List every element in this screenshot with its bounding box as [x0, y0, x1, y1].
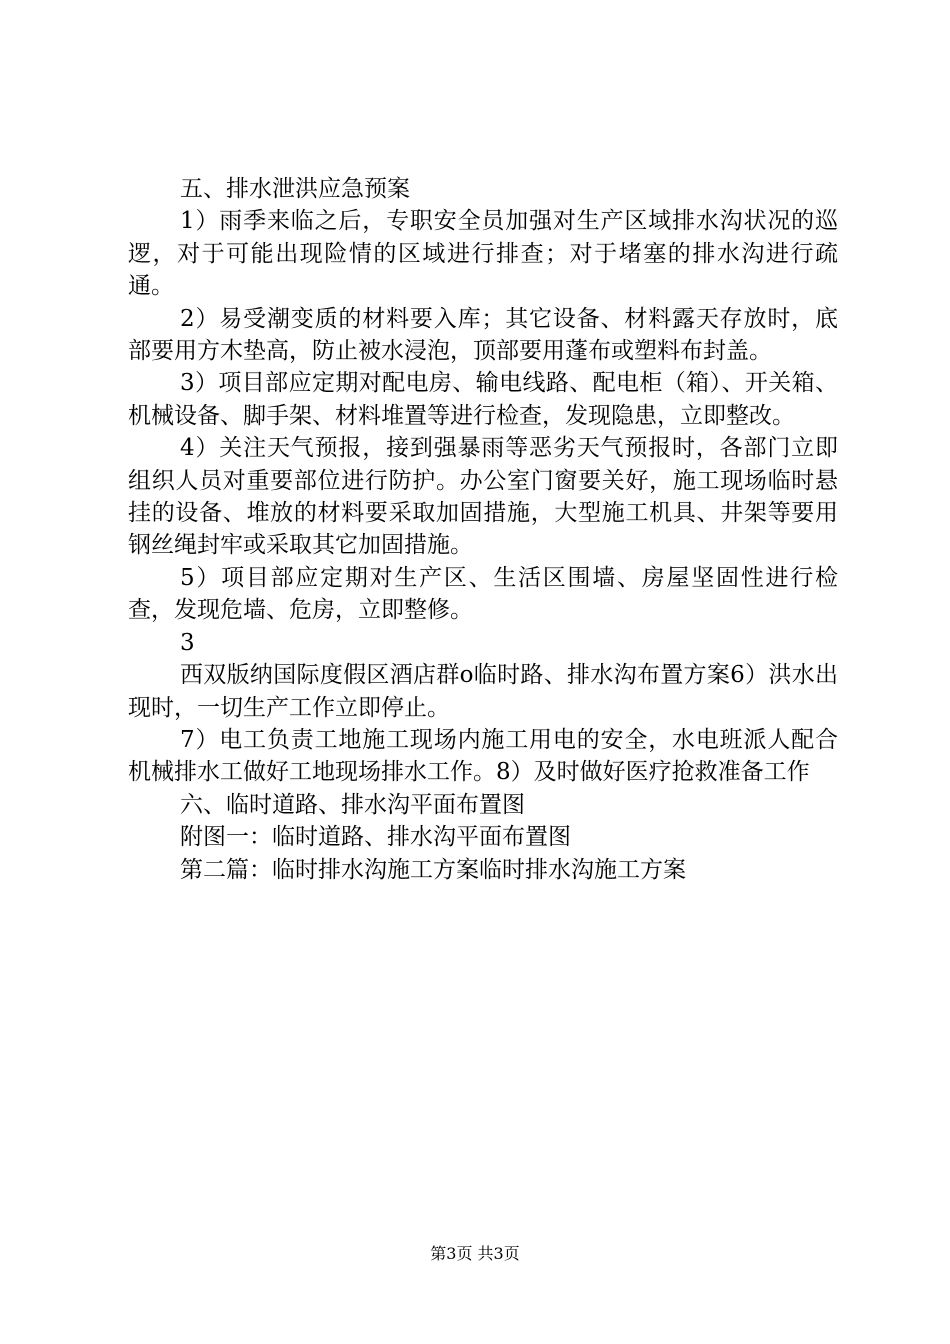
paragraph-item-3: 3）项目部应定期对配电房、输电线路、配电柜（箱）、开关箱、机械设备、脚手架、材料堆置等进行检查，发现隐患，立即整改。 — [128, 370, 838, 429]
paragraph-item-5: 5）项目部应定期对生产区、生活区围墙、房屋坚固性进行检查，发现危墙、危房，立即整修。 — [128, 564, 838, 624]
document-body — [128, 173, 838, 886]
paragraph-item-4: 4）关注天气预报，接到强暴雨等恶劣天气预报时，各部门立即组织人员对重要部位进行防护。办公室门窗要关好，施工现场临时悬挂的设备、堆放的材料要采取加固措施，大型施工机具、井架等要用钢丝绳封牢或采取其它加固措施。 — [128, 435, 838, 559]
page-footer: 第3页 共3页 — [430, 1244, 520, 1263]
paragraph-item-6: 西双版纳国际度假区酒店群o临时路、排水沟布置方案6）洪水出现时，一切生产工作立即停止。 — [128, 662, 838, 721]
section-heading-6: 六、临时道路、排水沟平面布置图 — [180, 791, 525, 818]
appendix-figure-label: 附图一：临时道路、排水沟平面布置图 — [180, 824, 571, 851]
chapter-two-title: 第二篇：临时排水沟施工方案临时排水沟施工方案 — [180, 856, 686, 883]
page-number-text: 3 — [180, 629, 195, 656]
paragraph-item-7-8: 7）电工负责工地施工现场内施工用电的安全，水电班派人配合机械排水工做好工地现场排水工作。8）及时做好医疗抢救准备工作 — [128, 726, 838, 786]
paragraph-item-1: 1）雨季来临之后，专职安全员加强对生产区域排水沟状况的巡逻，对于可能出现险情的区域进行排查；对于堵塞的排水沟进行疏通。 — [128, 208, 838, 300]
section-heading-5: 五、排水泄洪应急预案 — [180, 176, 410, 202]
paragraph-item-2: 2）易受潮变质的材料要入库；其它设备、材料露天存放时，底部要用方木垫高，防止被水浸泡，顶部要用蓬布或塑料布封盖。 — [128, 305, 838, 365]
